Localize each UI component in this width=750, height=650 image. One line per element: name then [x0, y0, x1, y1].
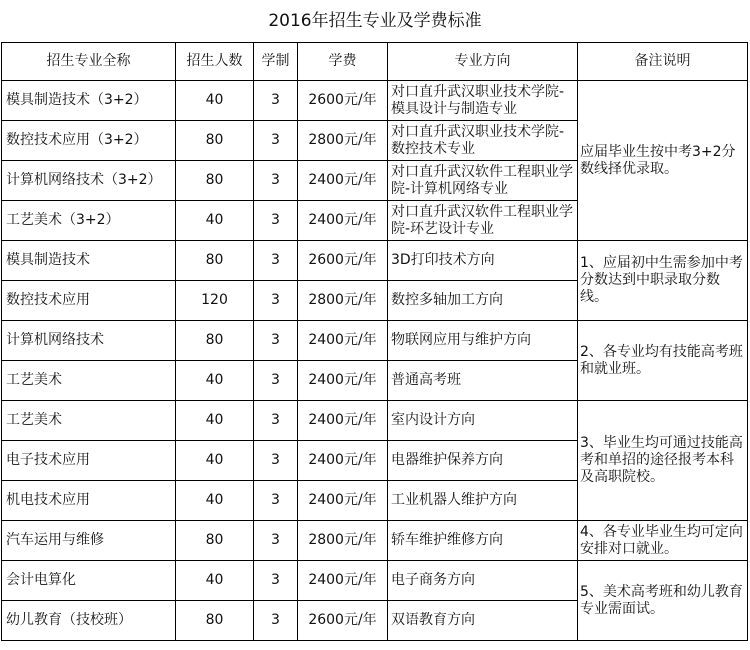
enrollment-count-cell: 40	[176, 401, 254, 441]
tuition-cell: 2400元/年	[298, 321, 388, 361]
major-name-cell: 会计电算化	[2, 561, 176, 601]
direction-cell: 数控多轴加工方向	[388, 281, 578, 321]
enrollment-count-cell: 80	[176, 161, 254, 201]
tuition-cell: 2600元/年	[298, 601, 388, 641]
tuition-cell: 2400元/年	[298, 441, 388, 481]
header-direction: 专业方向	[388, 43, 578, 81]
duration-cell: 3	[254, 321, 298, 361]
major-name-cell: 电子技术应用	[2, 441, 176, 481]
enrollment-count-cell: 40	[176, 201, 254, 241]
tuition-cell: 2600元/年	[298, 81, 388, 121]
direction-cell: 对口直升武汉软件工程职业学院-环艺设计专业	[388, 201, 578, 241]
enrollment-count-cell: 80	[176, 521, 254, 561]
direction-cell: 电器维护保养方向	[388, 441, 578, 481]
direction-cell: 室内设计方向	[388, 401, 578, 441]
duration-cell: 3	[254, 201, 298, 241]
duration-cell: 3	[254, 401, 298, 441]
enrollment-count-cell: 120	[176, 281, 254, 321]
duration-cell: 3	[254, 121, 298, 161]
note-cell-4: 4、各专业毕业生均可定向安排对口就业。	[578, 521, 748, 561]
duration-cell: 3	[254, 481, 298, 521]
enrollment-count-cell: 40	[176, 561, 254, 601]
table-row	[2, 521, 748, 561]
direction-cell: 双语教育方向	[388, 601, 578, 641]
direction-cell: 轿车维护维修方向	[388, 521, 578, 561]
note-cell-2: 2、各专业均有技能高考班和就业班。	[578, 321, 748, 401]
note-cell-3plus2: 应届毕业生按中考3+2分数线择优录取。	[578, 81, 748, 241]
duration-cell: 3	[254, 241, 298, 281]
tuition-cell: 2400元/年	[298, 561, 388, 601]
major-name-cell: 机电技术应用	[2, 481, 176, 521]
major-name-cell: 工艺美术（3+2）	[2, 201, 176, 241]
direction-cell: 工业机器人维护方向	[388, 481, 578, 521]
enrollment-count-cell: 80	[176, 121, 254, 161]
header-notes: 备注说明	[578, 43, 748, 81]
enrollment-count-cell: 80	[176, 601, 254, 641]
table-row	[2, 81, 748, 121]
tuition-cell: 2800元/年	[298, 121, 388, 161]
direction-cell: 电子商务方向	[388, 561, 578, 601]
direction-cell: 普通高考班	[388, 361, 578, 401]
major-name-cell: 模具制造技术（3+2）	[2, 81, 176, 121]
enrollment-count-cell: 40	[176, 361, 254, 401]
note-cell-5: 5、美术高考班和幼儿教育专业需面试。	[578, 561, 748, 641]
table-row	[2, 401, 748, 441]
direction-cell: 物联网应用与维护方向	[388, 321, 578, 361]
enrollment-count-cell: 40	[176, 81, 254, 121]
note-cell-3: 3、毕业生均可通过技能高考和单招的途径报考本科及高职院校。	[578, 401, 748, 521]
enrollment-count-cell: 80	[176, 321, 254, 361]
tuition-cell: 2600元/年	[298, 241, 388, 281]
direction-cell: 对口直升武汉软件工程职业学院-计算机网络专业	[388, 161, 578, 201]
major-name-cell: 模具制造技术	[2, 241, 176, 281]
note-cell-1: 1、应届初中生需参加中考分数达到中职录取分数线。	[578, 241, 748, 321]
major-name-cell: 数控技术应用（3+2）	[2, 121, 176, 161]
major-name-cell: 工艺美术	[2, 361, 176, 401]
duration-cell: 3	[254, 161, 298, 201]
page-title: 2016年招生专业及学费标准	[268, 11, 482, 31]
tuition-cell: 2800元/年	[298, 281, 388, 321]
tuition-cell: 2400元/年	[298, 161, 388, 201]
duration-cell: 3	[254, 441, 298, 481]
header-enrollment-count: 招生人数	[176, 43, 254, 81]
enrollment-table	[1, 42, 748, 641]
tuition-cell: 2400元/年	[298, 401, 388, 441]
tuition-cell: 2400元/年	[298, 201, 388, 241]
major-name-cell: 计算机网络技术（3+2）	[2, 161, 176, 201]
table-header-row	[2, 43, 748, 81]
header-major-name: 招生专业全称	[2, 43, 176, 81]
duration-cell: 3	[254, 561, 298, 601]
header-tuition: 学费	[298, 43, 388, 81]
major-name-cell: 数控技术应用	[2, 281, 176, 321]
table-row	[2, 561, 748, 601]
enrollment-count-cell: 80	[176, 241, 254, 281]
major-name-cell: 计算机网络技术	[2, 321, 176, 361]
direction-cell: 对口直升武汉职业技术学院-数控技术专业	[388, 121, 578, 161]
duration-cell: 3	[254, 281, 298, 321]
table-row	[2, 321, 748, 361]
enrollment-count-cell: 40	[176, 481, 254, 521]
table-row	[2, 241, 748, 281]
enrollment-count-cell: 40	[176, 441, 254, 481]
major-name-cell: 工艺美术	[2, 401, 176, 441]
duration-cell: 3	[254, 361, 298, 401]
direction-cell: 对口直升武汉职业技术学院-模具设计与制造专业	[388, 81, 578, 121]
major-name-cell: 幼儿教育（技校班）	[2, 601, 176, 641]
tuition-cell: 2400元/年	[298, 361, 388, 401]
duration-cell: 3	[254, 601, 298, 641]
tuition-cell: 2400元/年	[298, 481, 388, 521]
duration-cell: 3	[254, 521, 298, 561]
direction-cell: 3D打印技术方向	[388, 241, 578, 281]
tuition-cell: 2800元/年	[298, 521, 388, 561]
duration-cell: 3	[254, 81, 298, 121]
major-name-cell: 汽车运用与维修	[2, 521, 176, 561]
header-duration: 学制	[254, 43, 298, 81]
